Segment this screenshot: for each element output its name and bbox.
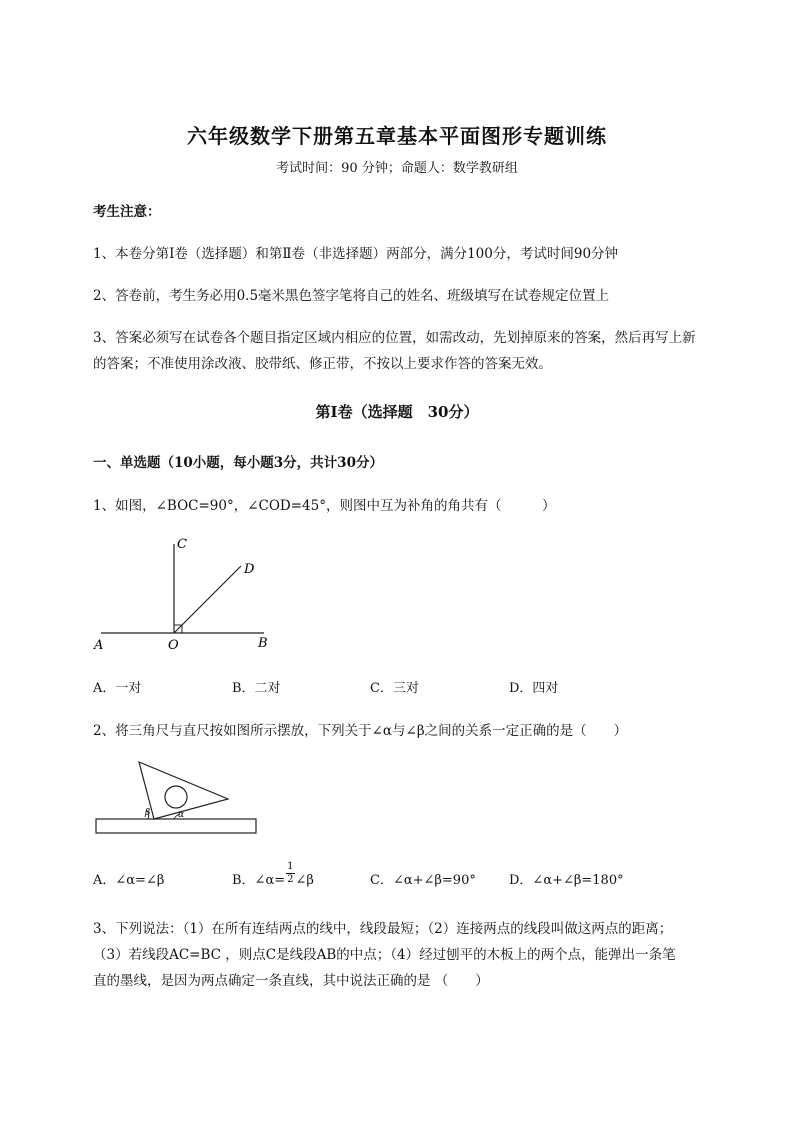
label-c: C (177, 537, 187, 552)
fraction-one-half (286, 861, 294, 886)
question-2-option-b[interactable] (232, 861, 314, 886)
ruler (96, 819, 256, 833)
question-3-line-3: 直的墨线，是因为两点确定一条直线，其中说法正确的是 （ ） (93, 973, 489, 989)
label-alpha: α (178, 810, 185, 820)
label-o: O (168, 638, 179, 653)
note-3: 3、答案必须写在试卷各个题目指定区域内相应的位置，如需改动，先划掉原来的答案，然后再写上新 (93, 330, 696, 346)
label-beta: β (145, 808, 151, 818)
label-b: B (258, 636, 268, 651)
note-3-cont: 的答案；不准使用涂改液、胶带纸、修正带，不按以上要求作答的答案无效。 (93, 356, 552, 372)
part-heading: 一、单选题（10小题，每小题3分，共计30分） (93, 455, 383, 471)
question-1-text: 1、如图，∠BOC=90°，∠COD=45°，则图中互为补角的角共有（ ） (93, 498, 556, 514)
exam-info: 考试时间：90 分钟；命题人：数学教研组 (276, 161, 518, 176)
option-b-suffix: ∠β (295, 873, 314, 888)
question-1-figure (88, 530, 288, 655)
question-2-text: 2、将三角尺与直尺按如图所示摆放，下列关于∠α与∠β之间的关系一定正确的是（ ） (93, 723, 628, 739)
question-2-option-c[interactable]: C．∠α+∠β=90° (370, 873, 476, 888)
question-1-option-c[interactable]: C．三对 (370, 681, 419, 696)
fraction-numerator: 1 (287, 861, 294, 872)
option-b-prefix: B．∠α= (232, 873, 286, 888)
question-1-option-b[interactable]: B．二对 (232, 681, 281, 696)
question-3-line-2: （3）若线段AC=BC ，则点C是线段AB的中点；（4）经过刨平的木板上的两个点，能弹出一条笔 (93, 947, 676, 963)
page-title: 六年级数学下册第五章基本平面图形专题训练 (187, 124, 607, 148)
set-square-hole (165, 786, 187, 808)
ray-od (174, 566, 241, 633)
question-3-line-1: 3、下列说法：（1）在所有连结两点的线中，线段最短；（2）连接两点的线段叫做这两点的距离； (93, 921, 673, 937)
section-title: 第Ⅰ卷（选择题 30分） (315, 403, 479, 421)
question-2-option-d[interactable]: D．∠α+∠β=180° (509, 873, 624, 888)
note-1: 1、本卷分第Ⅰ卷（选择题）和第Ⅱ卷（非选择题）两部分，满分100分，考试时间90分钟 (93, 246, 619, 262)
notes-heading: 考生注意： (93, 204, 161, 220)
question-2-figure (90, 755, 265, 840)
question-1-option-a[interactable]: A．一对 (93, 681, 142, 696)
label-a: A (94, 638, 104, 653)
fraction-denominator: 2 (287, 874, 294, 885)
question-2-option-a[interactable]: A．∠α=∠β (93, 873, 165, 888)
label-d: D (244, 562, 255, 577)
note-2: 2、答卷前，考生务必用0.5毫米黑色签字笔将自己的姓名、班级填写在试卷规定位置上 (93, 288, 610, 304)
question-1-option-d[interactable]: D．四对 (509, 681, 559, 696)
